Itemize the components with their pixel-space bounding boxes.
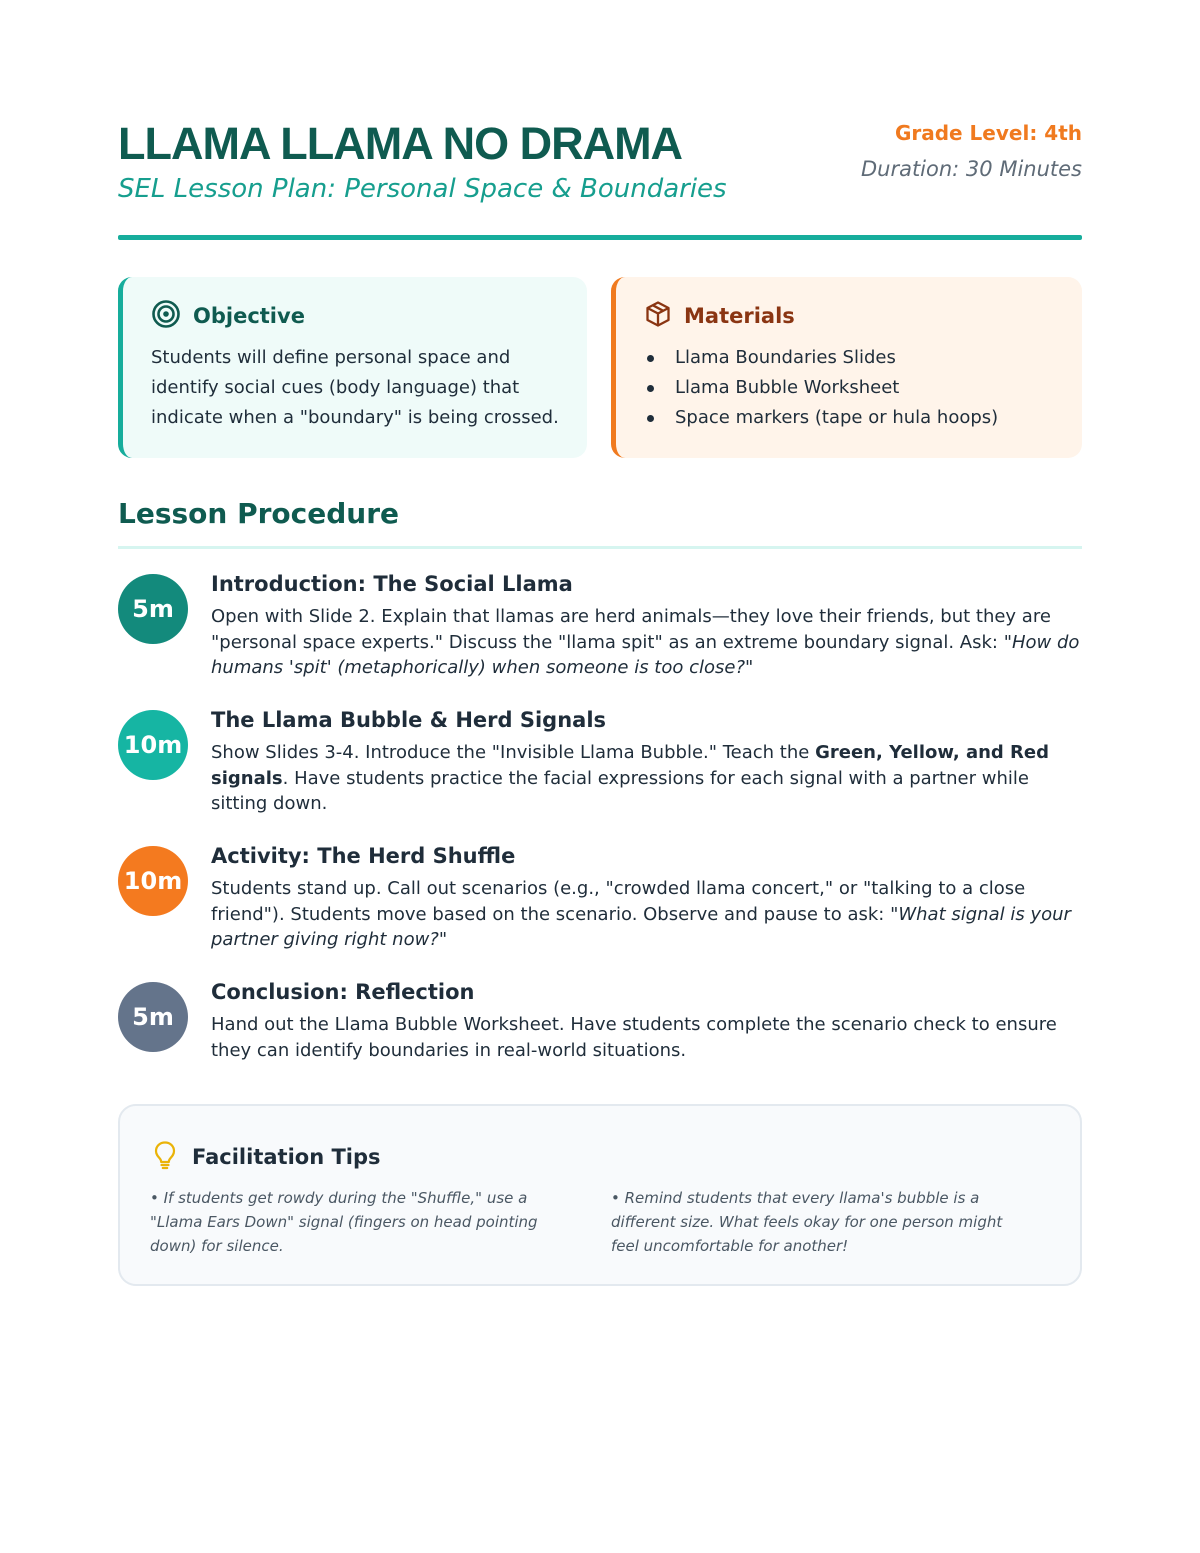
objective-card [118, 277, 587, 458]
list-item: Space markers (tape or hula hoops) [644, 403, 1056, 433]
step-title: Conclusion: Reflection [211, 980, 475, 1004]
list-item: Llama Boundaries Slides [644, 343, 1056, 373]
procedure-divider [118, 546, 1082, 549]
tips-label: Facilitation Tips [192, 1145, 381, 1169]
materials-label: Materials [684, 304, 795, 328]
objective-text: Students will define personal space and identify social cues (body language) that indicate when a "boundary" is being crossed. [151, 347, 559, 428]
step-text: Show Slides 3-4. Introduce the "Invisible Llama Bubble." Teach the Green, Yellow, and Red signals. Have students practice the facial expressions for each signal with a partner while sitting down. [211, 742, 1050, 814]
grade-level: Grade Level: 4th [894, 121, 1082, 145]
box-icon [644, 300, 672, 332]
step-title: Activity: The Herd Shuffle [211, 844, 516, 868]
list-item: Llama Bubble Worksheet [644, 373, 1056, 403]
procedure-title: Lesson Procedure [118, 497, 400, 530]
duration: Duration: 30 Minutes [860, 157, 1082, 181]
time-badge: 5m [118, 574, 188, 644]
step-text: Hand out the Llama Bubble Worksheet. Have students complete the scenario check to ensure they can identify boundaries in real-world situations. [211, 1014, 1057, 1061]
objective-label: Objective [193, 304, 305, 328]
page-title: LLAMA LLAMA NO DRAMA [118, 118, 683, 169]
time-badge: 10m [118, 710, 188, 780]
tip-text: • Remind students that every llama's bubble is a different size. What feels okay for one person might feel uncomfortable for another! [611, 1189, 1003, 1255]
step-text: Students stand up. Call out scenarios (e.g., "crowded llama concert," or "talking to a close friend"). Students move based on the scenario. Observe and pause to ask: "What signal is your partner giving right now?" [211, 878, 1071, 950]
time-badge: 10m [118, 846, 188, 916]
step-title: The Llama Bubble & Herd Signals [211, 708, 607, 732]
page-subtitle: SEL Lesson Plan: Personal Space & Boundaries [118, 174, 727, 204]
materials-card [611, 277, 1082, 458]
time-badge: 5m [118, 982, 188, 1052]
header-divider [118, 235, 1082, 240]
lightbulb-icon [152, 1140, 178, 1174]
tip-text: • If students get rowdy during the "Shuffle," use a "Llama Ears Down" signal (fingers on head pointing down) for silence. [150, 1189, 538, 1255]
step-text: Open with Slide 2. Explain that llamas are herd animals—they love their friends, but they are "personal space experts." Discuss the "llama spit" as an extreme boundary signal. Ask: "How do humans 'spit' (metaphorically) when someone is too close?" [211, 606, 1080, 678]
materials-list [644, 343, 1056, 433]
facilitation-tips-box [118, 1104, 1082, 1286]
step-title: Introduction: The Social Llama [211, 572, 573, 596]
target-icon [151, 299, 181, 333]
